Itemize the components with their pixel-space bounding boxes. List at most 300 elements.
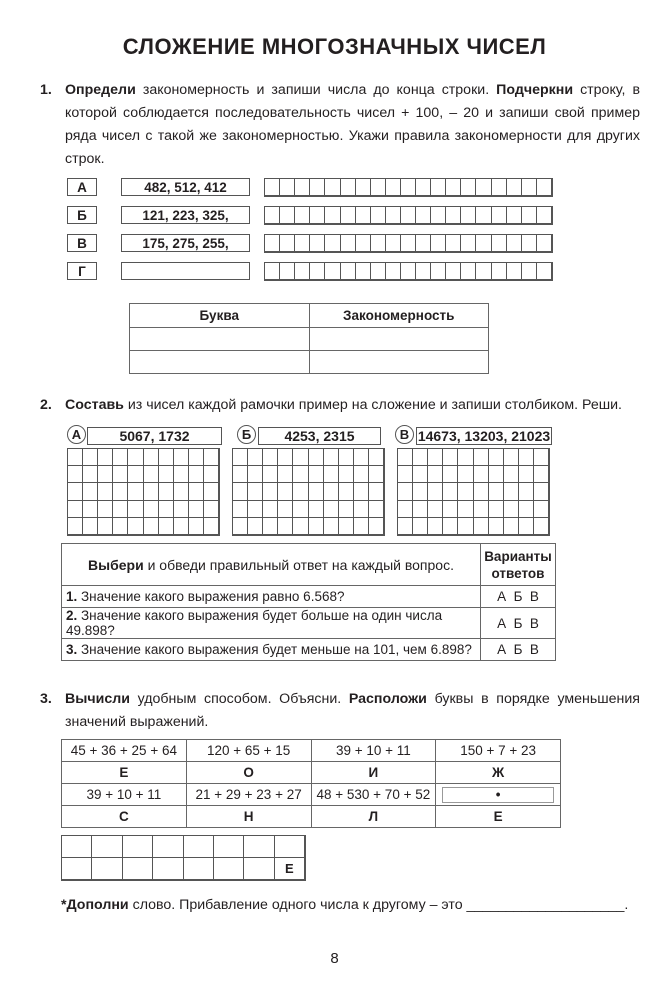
row-letter: В — [67, 234, 97, 252]
grid-cell[interactable] — [339, 518, 354, 535]
row-letter: Г — [67, 262, 97, 280]
grid-cell[interactable] — [68, 466, 83, 483]
grid-cell[interactable] — [534, 518, 549, 535]
grid-cell[interactable] — [98, 483, 113, 500]
grid-cell[interactable] — [128, 449, 143, 466]
expression: 150 + 7 + 23 — [436, 740, 561, 762]
grid-cell[interactable] — [83, 501, 98, 518]
answer-cell[interactable] — [184, 836, 214, 858]
entry-cell[interactable] — [522, 235, 537, 252]
blank-expression-input[interactable]: • — [442, 787, 554, 803]
grid-cell[interactable] — [68, 518, 83, 535]
grid-cell[interactable] — [443, 518, 458, 535]
answer-cell[interactable] — [153, 836, 183, 858]
grid-cell[interactable] — [474, 466, 489, 483]
task2-text: из чисел каждой рамочки пример на сложение и запиши столбиком. Реши. — [123, 397, 622, 413]
grid-cell[interactable] — [369, 449, 384, 466]
grid-cell[interactable] — [293, 466, 308, 483]
entry-cell[interactable] — [446, 263, 461, 280]
entry-cell[interactable] — [356, 263, 371, 280]
entry-cell[interactable] — [537, 207, 552, 224]
grid-cell[interactable] — [68, 483, 83, 500]
entry-cell[interactable] — [461, 263, 476, 280]
entry-cell[interactable] — [416, 179, 431, 196]
expressions-table — [61, 739, 561, 828]
entry-cell[interactable] — [371, 235, 386, 252]
grid-cell[interactable] — [519, 501, 534, 518]
entry-cell[interactable] — [476, 179, 491, 196]
grid-cell[interactable] — [369, 483, 384, 500]
grid-cell[interactable] — [413, 501, 428, 518]
entry-cell[interactable] — [431, 263, 446, 280]
page-number: 8 — [330, 950, 339, 967]
grid-cell[interactable] — [83, 466, 98, 483]
grid-cell[interactable] — [263, 483, 278, 500]
grid-cell[interactable] — [398, 518, 413, 535]
grid-cell[interactable] — [443, 483, 458, 500]
grid-cell[interactable] — [248, 518, 263, 535]
grid-cell[interactable] — [248, 501, 263, 518]
entry-cell[interactable] — [295, 263, 310, 280]
letter: Ж — [436, 762, 561, 784]
grid-cell[interactable] — [519, 518, 534, 535]
grid-cell[interactable] — [98, 466, 113, 483]
entry-cell[interactable] — [371, 263, 386, 280]
answer-cell[interactable] — [309, 351, 489, 374]
grid-cell[interactable] — [489, 518, 504, 535]
grid-cell[interactable] — [324, 466, 339, 483]
blank-expression-cell[interactable] — [436, 784, 561, 806]
answer-cell[interactable] — [123, 836, 153, 858]
entry-cell[interactable] — [446, 207, 461, 224]
grid-cell[interactable] — [428, 466, 443, 483]
entry-cell[interactable] — [446, 179, 461, 196]
grid-cell[interactable] — [474, 449, 489, 466]
entry-cell[interactable] — [265, 207, 280, 224]
entry-cell[interactable] — [522, 207, 537, 224]
grid-cell[interactable] — [309, 518, 324, 535]
grid-cell[interactable] — [428, 449, 443, 466]
grid-cell[interactable] — [83, 518, 98, 535]
grid-cell[interactable] — [233, 501, 248, 518]
grid-cell[interactable] — [189, 466, 204, 483]
grid-cell[interactable] — [339, 449, 354, 466]
task3-text1: удобным способом. Объясни. — [129, 691, 349, 707]
entry-cell[interactable] — [310, 207, 325, 224]
grid-cell[interactable] — [159, 466, 174, 483]
entry-cell[interactable] — [476, 235, 491, 252]
header-letter: Буква — [130, 304, 310, 328]
grid-cell[interactable] — [278, 501, 293, 518]
grid-cell[interactable] — [128, 483, 143, 500]
entry-cell[interactable] — [446, 235, 461, 252]
task3-verb2: Расположи — [348, 691, 427, 707]
extra-verb: *Дополни — [61, 897, 129, 913]
questions-table — [61, 543, 556, 661]
grid-cell[interactable] — [504, 466, 519, 483]
grid-cell[interactable] — [428, 501, 443, 518]
grid-cell[interactable] — [339, 466, 354, 483]
entry-cell[interactable] — [492, 263, 507, 280]
grid-cell[interactable] — [398, 466, 413, 483]
entry-cell[interactable] — [310, 263, 325, 280]
entry-cell[interactable] — [265, 235, 280, 252]
row-numbers — [121, 262, 250, 280]
answer-cell[interactable] — [62, 858, 92, 880]
entry-cell[interactable] — [386, 263, 401, 280]
grid-cell[interactable] — [354, 466, 369, 483]
grid-cell[interactable] — [489, 501, 504, 518]
grid-cell[interactable] — [458, 466, 473, 483]
entry-cell[interactable] — [295, 235, 310, 252]
grid-cell[interactable] — [98, 501, 113, 518]
entry-cell[interactable] — [416, 207, 431, 224]
entry-cell[interactable] — [295, 179, 310, 196]
question-text: Значение какого выражения равно 6.568? — [77, 589, 345, 604]
entry-cell[interactable] — [341, 179, 356, 196]
grid-cell[interactable] — [248, 466, 263, 483]
grid-cell[interactable] — [474, 501, 489, 518]
grid-cell[interactable] — [428, 518, 443, 535]
grid-cell[interactable] — [204, 466, 219, 483]
entry-cell[interactable] — [341, 235, 356, 252]
entry-cell[interactable] — [265, 263, 280, 280]
grid-cell[interactable] — [189, 483, 204, 500]
grid-cell[interactable] — [458, 483, 473, 500]
grid-cell[interactable] — [413, 483, 428, 500]
grid-cell[interactable] — [354, 449, 369, 466]
answer-options[interactable]: А Б В — [481, 608, 556, 639]
entry-cell[interactable] — [265, 179, 280, 196]
entry-cell[interactable] — [461, 207, 476, 224]
grid-cell[interactable] — [174, 466, 189, 483]
entry-cell[interactable] — [537, 263, 552, 280]
entry-cell[interactable] — [371, 179, 386, 196]
grid-cell[interactable] — [278, 466, 293, 483]
letter: С — [62, 806, 187, 828]
entry-cell[interactable] — [431, 207, 446, 224]
grid-cell[interactable] — [68, 501, 83, 518]
question-row — [62, 608, 556, 639]
grid-cell[interactable] — [293, 518, 308, 535]
task2-verb: Составь — [65, 397, 124, 413]
grid-cell[interactable] — [113, 483, 128, 500]
entry-cell[interactable] — [341, 263, 356, 280]
frame-numbers: 5067, 1732 — [87, 427, 222, 445]
grid-cell[interactable] — [489, 449, 504, 466]
answer-cell[interactable] — [130, 351, 310, 374]
grid-cell[interactable] — [354, 501, 369, 518]
entry-cell[interactable] — [431, 235, 446, 252]
grid-cell[interactable] — [413, 518, 428, 535]
grid-cell[interactable] — [204, 449, 219, 466]
answer-cell[interactable] — [92, 858, 122, 880]
grid-cell[interactable] — [324, 449, 339, 466]
entry-cell[interactable] — [356, 179, 371, 196]
entry-cell[interactable] — [492, 207, 507, 224]
grid-cell[interactable] — [519, 466, 534, 483]
entry-cell[interactable] — [522, 179, 537, 196]
grid-cell[interactable] — [534, 483, 549, 500]
grid-cell[interactable] — [233, 449, 248, 466]
entry-cell[interactable] — [537, 235, 552, 252]
grid-cell[interactable] — [458, 449, 473, 466]
grid-cell[interactable] — [309, 483, 324, 500]
entry-cell[interactable] — [325, 263, 340, 280]
task3-verb1: Вычисли — [65, 691, 130, 707]
grid-cell[interactable] — [159, 483, 174, 500]
question-number: 2. — [66, 608, 78, 623]
grid-cell[interactable] — [443, 449, 458, 466]
grid-cell[interactable] — [113, 518, 128, 535]
grid-cell[interactable] — [174, 501, 189, 518]
grid-cell[interactable] — [204, 518, 219, 535]
entry-cell[interactable] — [507, 263, 522, 280]
grid-cell[interactable] — [354, 518, 369, 535]
grid-cell[interactable] — [504, 501, 519, 518]
entry-cell[interactable] — [507, 235, 522, 252]
grid-cell[interactable] — [413, 466, 428, 483]
task3-instructions — [40, 688, 640, 734]
frame-letter-circle: А — [67, 425, 86, 444]
entry-cell[interactable] — [461, 235, 476, 252]
answer-cell[interactable] — [214, 836, 244, 858]
row-numbers: 175, 275, 255, — [121, 234, 250, 252]
grid-cell[interactable] — [278, 483, 293, 500]
entry-cell[interactable] — [356, 235, 371, 252]
entry-cell[interactable] — [325, 207, 340, 224]
grid-cell[interactable] — [278, 518, 293, 535]
entry-cell[interactable] — [461, 179, 476, 196]
grid-cell[interactable] — [458, 501, 473, 518]
task1-instructions — [40, 79, 640, 171]
row-numbers: 121, 223, 325, — [121, 206, 250, 224]
grid-cell[interactable] — [189, 449, 204, 466]
frame-numbers: 14673, 13203, 21023 — [417, 428, 551, 444]
entry-cell[interactable] — [341, 207, 356, 224]
entry-cell[interactable] — [507, 207, 522, 224]
grid-cell[interactable] — [144, 449, 159, 466]
entry-cell[interactable] — [476, 207, 491, 224]
entry-cell[interactable] — [325, 235, 340, 252]
grid-cell[interactable] — [174, 483, 189, 500]
grid-cell[interactable] — [233, 466, 248, 483]
grid-cell[interactable] — [144, 501, 159, 518]
grid-cell[interactable] — [128, 466, 143, 483]
grid-cell[interactable] — [278, 449, 293, 466]
grid-cell[interactable] — [144, 483, 159, 500]
grid-cell[interactable] — [504, 449, 519, 466]
number-entry-grid — [264, 234, 553, 253]
task1-number: 1. — [40, 82, 52, 98]
grid-cell[interactable] — [534, 466, 549, 483]
task2-number: 2. — [40, 397, 52, 413]
grid-cell[interactable] — [159, 501, 174, 518]
answer-cell[interactable] — [123, 858, 153, 880]
grid-cell[interactable] — [293, 483, 308, 500]
answer-cell[interactable] — [62, 836, 92, 858]
grid-cell[interactable] — [458, 518, 473, 535]
grid-cell[interactable] — [504, 518, 519, 535]
grid-cell[interactable] — [128, 501, 143, 518]
letter: Е — [436, 806, 561, 828]
grid-cell[interactable] — [98, 518, 113, 535]
answer-cell[interactable] — [275, 836, 305, 858]
grid-cell[interactable] — [128, 518, 143, 535]
grid-cell[interactable] — [83, 483, 98, 500]
grid-cell[interactable] — [398, 449, 413, 466]
grid-cell[interactable] — [144, 518, 159, 535]
grid-cell[interactable] — [159, 449, 174, 466]
extra-answer-blank[interactable]: ____________________. — [466, 897, 629, 913]
grid-cell[interactable] — [293, 501, 308, 518]
grid-cell[interactable] — [324, 518, 339, 535]
entry-cell[interactable] — [280, 235, 295, 252]
answer-cell: Е — [275, 858, 305, 880]
grid-cell[interactable] — [309, 501, 324, 518]
task1-verb2: Подчеркни — [496, 82, 574, 98]
grid-cell[interactable] — [309, 466, 324, 483]
page-title: СЛОЖЕНИЕ МНОГОЗНАЧНЫХ ЧИСЕЛ — [122, 34, 547, 59]
expression: 39 + 10 + 11 — [311, 740, 436, 762]
entry-cell[interactable] — [401, 263, 416, 280]
entry-cell[interactable] — [280, 263, 295, 280]
entry-cell[interactable] — [310, 179, 325, 196]
question-text: Значение какого выражения будет больше на один числа 49.898? — [66, 608, 443, 638]
grid-cell[interactable] — [174, 518, 189, 535]
letter: Е — [62, 762, 187, 784]
grid-cell[interactable] — [339, 483, 354, 500]
entry-cell[interactable] — [401, 179, 416, 196]
entry-cell[interactable] — [401, 207, 416, 224]
grid-cell[interactable] — [189, 518, 204, 535]
entry-cell[interactable] — [507, 179, 522, 196]
entry-cell[interactable] — [280, 207, 295, 224]
grid-cell[interactable] — [68, 449, 83, 466]
grid-cell[interactable] — [369, 518, 384, 535]
grid-cell[interactable] — [354, 483, 369, 500]
answer-cell[interactable] — [244, 836, 274, 858]
grid-cell[interactable] — [248, 483, 263, 500]
grid-cell[interactable] — [398, 501, 413, 518]
header-pattern: Закономерность — [309, 304, 489, 328]
grid-cell[interactable] — [309, 449, 324, 466]
grid-cell[interactable] — [534, 449, 549, 466]
grid-cell[interactable] — [263, 449, 278, 466]
grid-cell[interactable] — [113, 449, 128, 466]
grid-cell[interactable] — [248, 449, 263, 466]
entry-cell[interactable] — [476, 263, 491, 280]
grid-cell[interactable] — [293, 449, 308, 466]
grid-cell[interactable] — [113, 466, 128, 483]
answer-cell[interactable] — [214, 858, 244, 880]
grid-cell[interactable] — [263, 466, 278, 483]
grid-cell[interactable] — [324, 501, 339, 518]
grid-cell[interactable] — [144, 466, 159, 483]
frame-numbers: 4253, 2315 — [258, 427, 381, 445]
entry-cell[interactable] — [492, 179, 507, 196]
entry-cell[interactable] — [371, 207, 386, 224]
answer-cell[interactable] — [184, 858, 214, 880]
task3-number: 3. — [40, 691, 52, 707]
entry-cell[interactable] — [416, 263, 431, 280]
entry-cell[interactable] — [386, 179, 401, 196]
grid-cell[interactable] — [519, 483, 534, 500]
entry-cell[interactable] — [386, 207, 401, 224]
entry-cell[interactable] — [522, 263, 537, 280]
extra-task — [61, 894, 641, 917]
variants-header: Варианты ответов — [481, 544, 556, 586]
entry-cell[interactable] — [280, 179, 295, 196]
grid-cell[interactable] — [233, 483, 248, 500]
grid-cell[interactable] — [174, 449, 189, 466]
grid-cell[interactable] — [489, 483, 504, 500]
entry-cell[interactable] — [492, 235, 507, 252]
entry-cell[interactable] — [295, 207, 310, 224]
grid-cell[interactable] — [233, 518, 248, 535]
grid-cell[interactable] — [398, 483, 413, 500]
frame-letter-circle: В — [395, 425, 414, 444]
answer-cell[interactable] — [309, 328, 489, 351]
question-number: 1. — [66, 589, 78, 604]
grid-cell[interactable] — [428, 483, 443, 500]
grid-cell[interactable] — [263, 518, 278, 535]
grid-cell[interactable] — [263, 501, 278, 518]
entry-cell[interactable] — [431, 179, 446, 196]
answer-cell[interactable] — [130, 328, 310, 351]
grid-cell[interactable] — [113, 501, 128, 518]
grid-cell[interactable] — [504, 483, 519, 500]
grid-cell[interactable] — [339, 501, 354, 518]
grid-cell[interactable] — [204, 483, 219, 500]
grid-cell[interactable] — [489, 466, 504, 483]
entry-cell[interactable] — [416, 235, 431, 252]
grid-cell[interactable] — [369, 466, 384, 483]
grid-cell[interactable] — [204, 501, 219, 518]
grid-cell[interactable] — [519, 449, 534, 466]
grid-cell[interactable] — [83, 449, 98, 466]
entry-cell[interactable] — [325, 179, 340, 196]
grid-cell[interactable] — [413, 449, 428, 466]
answer-options[interactable]: А Б В — [481, 586, 556, 608]
answer-cell[interactable] — [153, 858, 183, 880]
question-row — [62, 586, 556, 608]
entry-cell[interactable] — [537, 179, 552, 196]
grid-cell[interactable] — [443, 466, 458, 483]
row-letter: Б — [67, 206, 97, 224]
grid-cell[interactable] — [474, 518, 489, 535]
grid-cell[interactable] — [534, 501, 549, 518]
entry-cell[interactable] — [356, 207, 371, 224]
grid-cell[interactable] — [369, 501, 384, 518]
grid-cell[interactable] — [189, 501, 204, 518]
number-entry-grid — [264, 178, 553, 197]
grid-cell[interactable] — [324, 483, 339, 500]
grid-cell[interactable] — [474, 483, 489, 500]
grid-cell[interactable] — [98, 449, 113, 466]
entry-cell[interactable] — [310, 235, 325, 252]
answer-cell[interactable] — [244, 858, 274, 880]
answer-options[interactable]: А Б В — [481, 639, 556, 661]
entry-cell[interactable] — [401, 235, 416, 252]
expression: 120 + 65 + 15 — [186, 740, 311, 762]
questions-header — [62, 544, 481, 586]
grid-cell[interactable] — [443, 501, 458, 518]
answer-cell[interactable] — [92, 836, 122, 858]
letter: О — [186, 762, 311, 784]
grid-cell[interactable] — [159, 518, 174, 535]
entry-cell[interactable] — [386, 235, 401, 252]
